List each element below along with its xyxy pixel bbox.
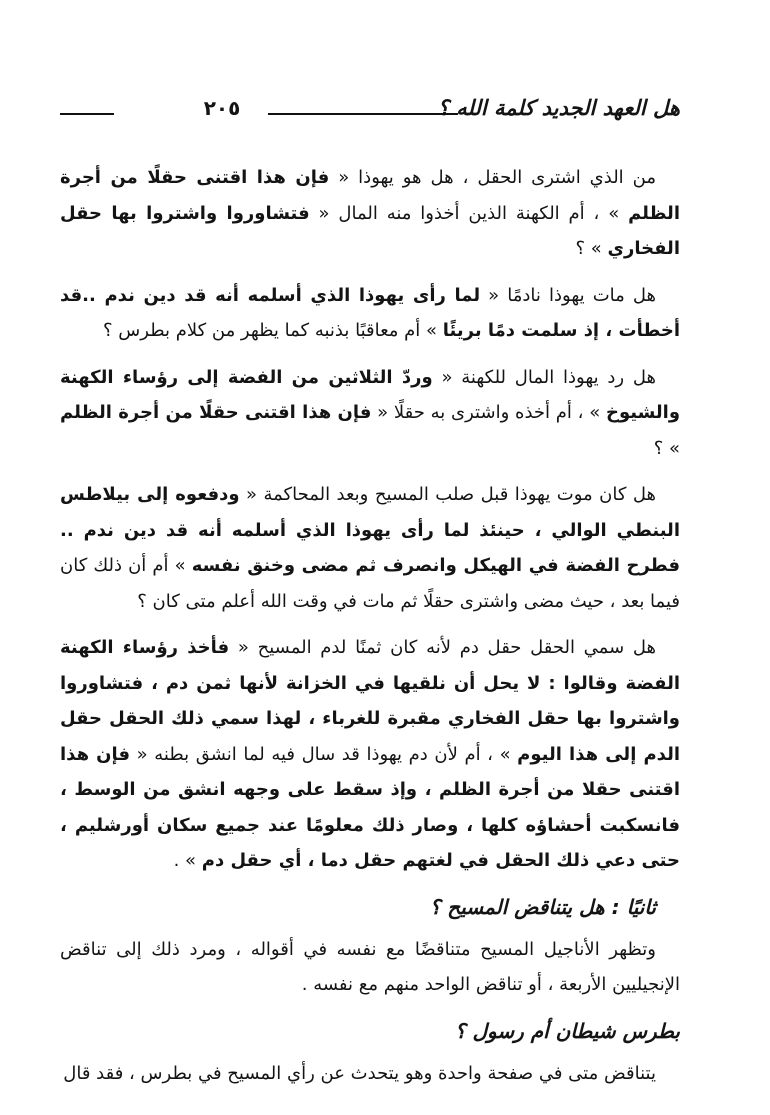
page-body: [60, 160, 680, 1102]
paragraph-field-of-blood: [60, 630, 680, 879]
text-run: » أم أن ذلك كان فيما بعد ، حيث مضى واشترى حقلًا ثم مات في وقت الله أعلم متى كان ؟: [60, 555, 680, 612]
paragraph-judas-regret: [60, 278, 680, 349]
text-run: » ؟: [575, 238, 608, 259]
quote-run: فأخذ رؤساء الكهنة الفضة وقالوا : لا يحل أن نلقيها في الخزانة لأنها ثمن دم ، فتشاوروا واشتروا بها حقل الفخاري مقبرة للغرباء ، لهذا سمي ذلك الحقل حقل الدم إلى هذا اليوم: [60, 637, 681, 765]
text-run: » ، أم أخذه واشترى به حقلًا «: [371, 402, 606, 423]
header-rule: [60, 113, 114, 115]
paragraph-field-buyer: [60, 160, 680, 267]
text-run: هل مات يهوذا نادمًا «: [480, 284, 656, 306]
quote-run: فتشاوروا واشتروا بها حقل الفخاري: [60, 202, 680, 259]
quote-run: فإن هذا اقتنى حقلا من أجرة الظلم ، وإذ سقط على وجهه انشق من الوسط ، فانسكبت أحشاؤه كلها ، وصار ذلك معلومًا عند جميع سكان أورشليم ، حتى دعي ذلك الحقل في لغتهم حقل دما ، أي حقل دم: [60, 743, 680, 871]
quote-run: فإن هذا اقتنى حقلًا من أجرة الظلم: [60, 167, 680, 224]
text-run: » أم معاقبًا بذنبه كما يظهر من كلام بطرس ؟: [103, 320, 443, 341]
paragraph-money-returned: [60, 360, 680, 467]
text-run: » ؟: [653, 437, 680, 459]
book-page: [60, 0, 680, 1115]
subsection-heading: بطرس شيطان أم رسول ؟: [454, 1018, 680, 1043]
page-number: ٢٠٥: [203, 96, 241, 120]
running-title: هل العهد الجديد كلمة الله ؟: [437, 96, 680, 120]
quote-run: وردّ الثلاثين من الفضة إلى رؤساء الكهنة والشيوخ: [60, 366, 681, 423]
text-run: هل رد يهوذا المال للكهنة «: [432, 366, 656, 388]
section-heading: ثانيًا : هل يتناقض المسيح ؟: [429, 894, 656, 919]
text-run: هل كان موت يهوذا قبل صلب المسيح وبعد المحاكمة «: [239, 484, 656, 505]
paragraph-peter: يتناقض متى في صفحة واحدة وهو يتحدث عن رأي المسيح في بطرس ، فقد قال: [63, 1062, 656, 1084]
quote-run: لما رأى يهوذا الذي أسلمه أنه قد دين ندم ..قد أخطأت ، إذ سلمت دمًا بريئًا: [60, 284, 680, 341]
text-run: » .: [173, 850, 202, 871]
text-run: » ، أم الكهنة الذين أخذوا منه المال «: [309, 202, 629, 224]
text-run: » ، أم لأن دم يهوذا قد سال فيه لما انشق بطنه «: [130, 743, 518, 765]
running-header: [60, 92, 680, 126]
header-rule: [268, 113, 458, 115]
quote-run: ودفعوه إلى بيلاطس البنطي الوالي ، حينئذ لما رأى يهوذا الذي أسلمه أنه قد دين ندم .. فطرح الفضة في الهيكل وانصرف ثم مضى وخنق نفسه: [60, 484, 680, 576]
text-run: هل سمي الحقل حقل دم لأنه كان ثمنًا لدم المسيح «: [229, 637, 656, 658]
text-run: من الذي اشترى الحقل ، هل هو يهوذا «: [329, 167, 656, 188]
paragraph-contradiction-intro: وتظهر الأناجيل المسيح متناقضًا مع نفسه في أقواله ، ومرد ذلك إلى تناقض الإنجيليين الأربعة ، أو تناقض الواحد منهم مع نفسه .: [60, 938, 680, 995]
quote-run: فإن هذا اقتنى حقلًا من أجرة الظلم: [60, 402, 372, 423]
paragraph-death-timing: [60, 477, 680, 619]
